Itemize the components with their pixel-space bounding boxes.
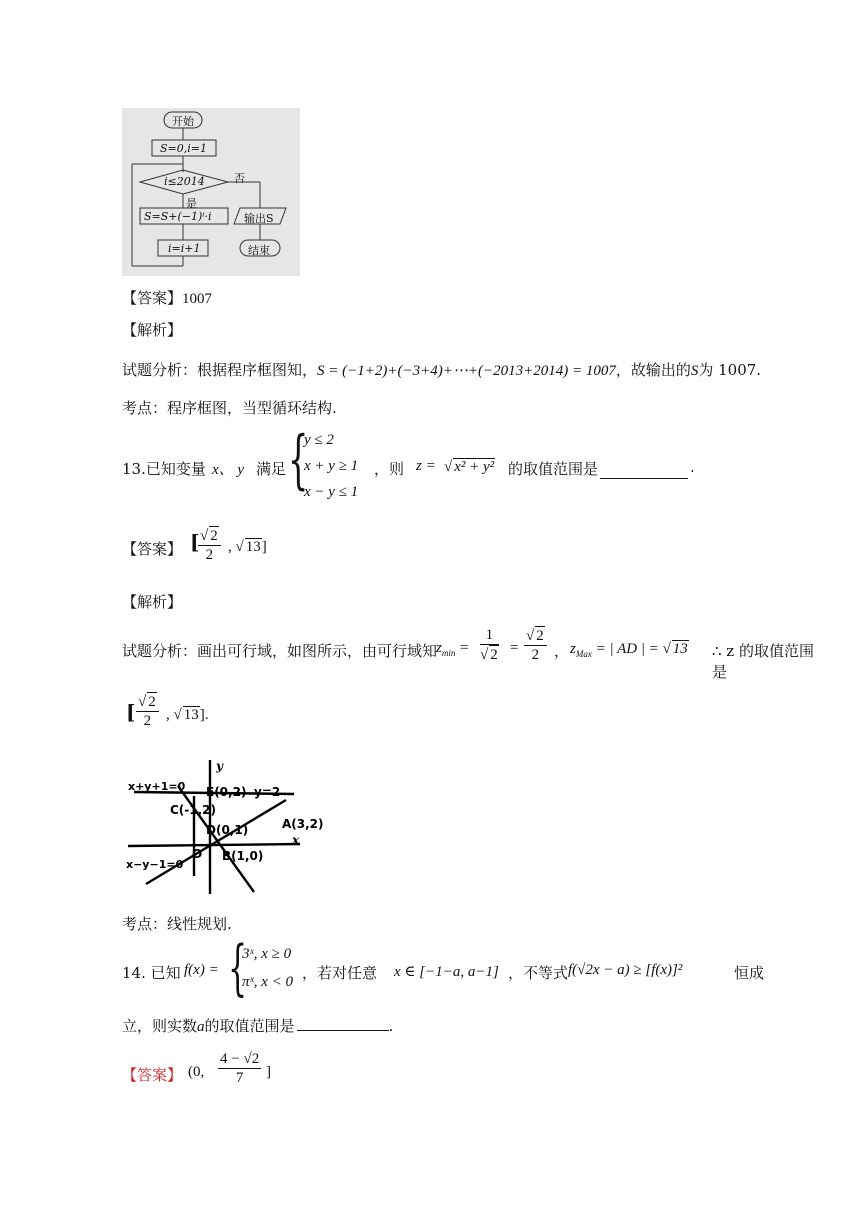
q13-analysis-suffix: ∴ z 的取值范围是 xyxy=(712,642,814,681)
q13-analysis-prefix: 试题分析：画出可行域，如图所示，由可行域知 xyxy=(122,642,438,660)
graph-line3-label: x−y−1=0 xyxy=(126,858,184,871)
q12-answer-value: 1007 xyxy=(182,291,213,307)
q14-mid: ，若对任意 xyxy=(302,964,378,982)
q13-answer-frac-den: 2 xyxy=(205,547,214,563)
q14-case2: πˣ, x < 0 xyxy=(242,974,294,990)
graph-line-xy1 xyxy=(178,786,254,892)
graph-y-label: y xyxy=(216,759,223,773)
q12-analysis-suffix-a: ，故输出的 xyxy=(615,361,691,379)
graph-pointE-label: E(0,2) xyxy=(206,785,247,799)
q13-answer-line xyxy=(122,526,422,570)
q13-analysis-label: 【解析】 xyxy=(122,593,183,611)
q12-answer-line xyxy=(122,288,212,309)
q14-answer-suffix: ] xyxy=(266,1064,271,1080)
q14-var-a: a xyxy=(197,1019,205,1035)
feasible-region-figure xyxy=(124,756,334,896)
flowchart-yes-label: 是 xyxy=(186,197,197,210)
flowchart-increment-label: i=i+1 xyxy=(168,242,201,255)
q13-zmax: $z_{Max}$ = | AD | = √ 13 xyxy=(570,641,688,659)
q13-zmin-frac2: $\frac{√ 2}{2}$ xyxy=(524,626,547,664)
q12-analysis-label: 【解析】 xyxy=(122,321,183,339)
q13-then: ，则 xyxy=(374,460,405,478)
q14-period: . xyxy=(388,1017,394,1035)
flowchart-svg xyxy=(122,108,300,276)
q12-topic: 考点：程序框图，当型循环结构. xyxy=(122,399,337,417)
q14-answer-num: 4 − √2 xyxy=(220,1051,260,1067)
flowchart-figure xyxy=(122,108,300,276)
q12-analysis-prefix: 试题分析：根据程序框图知， xyxy=(122,361,318,379)
q13-comma: ， xyxy=(554,642,570,660)
q13-z-expr: z = xyxy=(416,458,436,474)
q14-case1: 3ˣ, x ≥ 0 xyxy=(242,946,292,962)
q13-prefix: 13.已知变量 xyxy=(122,460,206,478)
q14-ineq: f(√2x − a) ≥ [f(x)]² xyxy=(568,962,683,978)
flowchart-start-label: 开始 xyxy=(172,115,194,128)
q13-constraint-3: x − y ≤ 1 xyxy=(304,484,359,500)
graph-pointC-label: C(-1,2) xyxy=(170,803,217,817)
q14-fx: f(x) = xyxy=(184,962,219,978)
q13-period: . xyxy=(690,458,695,476)
q13-suffix: 的取值范围是 xyxy=(508,460,599,478)
q13-answer-frac-num: √ 2 xyxy=(198,526,221,546)
q12-analysis-line xyxy=(122,360,761,381)
q13-answer-blank xyxy=(600,464,688,479)
q13-topic: 考点：线性规划. xyxy=(122,915,232,933)
q13-answer-label: 【答案】 xyxy=(122,540,183,558)
q13-constraint-1: y ≤ 2 xyxy=(304,432,334,448)
q13-constraint-2: x + y ≥ 1 xyxy=(304,458,359,474)
graph-line1-label: x+y+1=0 xyxy=(128,780,186,793)
flowchart-update-label: S=S+(−1)ⁱ·i xyxy=(144,210,212,223)
graph-x-label: x xyxy=(292,833,300,847)
graph-line2-label: y=2 xyxy=(254,785,281,799)
q14-answer-prefix: (0, xyxy=(188,1064,205,1080)
q13-answer-frac xyxy=(198,526,221,564)
q13-sqrt-expr: √ x² + y² xyxy=(444,459,495,475)
q14-ineq-suffix: 恒成 xyxy=(734,964,765,982)
flowchart-condition-label: i≤2014 xyxy=(164,175,205,188)
q13-zmin-frac1: $\frac{1}{√ 2}$ xyxy=(480,627,498,663)
feasible-region-svg xyxy=(124,756,334,896)
q13-result-bracket: [ xyxy=(126,700,136,724)
q13-equals: = xyxy=(510,640,519,656)
q14-answer-label: 【答案】 xyxy=(122,1066,183,1084)
q14-answer-den: 7 xyxy=(235,1070,244,1086)
flowchart-end-label: 结束 xyxy=(248,244,270,257)
q13-mid: 满足 xyxy=(256,460,287,478)
flowchart-output-label: 输出S xyxy=(244,212,274,225)
q14-prefix: 14. 已知 xyxy=(122,964,181,982)
graph-pointA-label: A(3,2) xyxy=(282,817,324,831)
q14-line2-suffix: 的取值范围是 xyxy=(204,1017,295,1035)
graph-pointB-label: B(1,0) xyxy=(222,849,264,863)
graph-pointD-label: D(0,1) xyxy=(206,823,249,837)
q13-question xyxy=(122,423,722,502)
q12-analysis-formula: S = (−1+2)+(−3+4)+⋯+(−2013+2014) = 1007 xyxy=(317,363,616,379)
q14-ineq-prefix: ，不等式 xyxy=(508,964,569,982)
q14-line2-text: 立，则实数 xyxy=(122,1017,198,1035)
flowchart-init-label: S=0,i=1 xyxy=(160,142,207,155)
q13-vars: x、 y xyxy=(212,462,245,478)
q12-analysis-var: S xyxy=(690,363,699,379)
q14-answer-blank xyxy=(297,1016,389,1031)
q13-brace: { xyxy=(288,423,309,497)
q12-answer-label: 【答案】 xyxy=(122,289,183,307)
q13-answer-sqrt13: , √ 13] xyxy=(228,539,267,555)
q12-analysis-suffix-b: 为 1007. xyxy=(698,361,762,379)
flowchart-no-label: 否 xyxy=(234,172,245,185)
graph-origin-label: O xyxy=(192,847,203,861)
q13-analysis-result xyxy=(122,692,422,738)
q14-line2 xyxy=(122,1016,393,1037)
q13-analysis-line xyxy=(122,626,822,681)
q14-answer-frac xyxy=(218,1050,261,1087)
q13-result-sqrt13: , √ 13]. xyxy=(166,707,209,723)
q13-zmin: $z_{min}$ = xyxy=(436,640,470,658)
q14-answer-line xyxy=(122,1050,422,1096)
q14-question xyxy=(122,933,822,1003)
q14-domain: x ∈ [−1−a, a−1] xyxy=(394,964,499,980)
q13-answer-bracket-open: [ xyxy=(190,530,200,554)
q13-result-frac: $\frac{√ 2}{2}$ xyxy=(136,692,159,730)
q14-brace: { xyxy=(228,933,248,1003)
